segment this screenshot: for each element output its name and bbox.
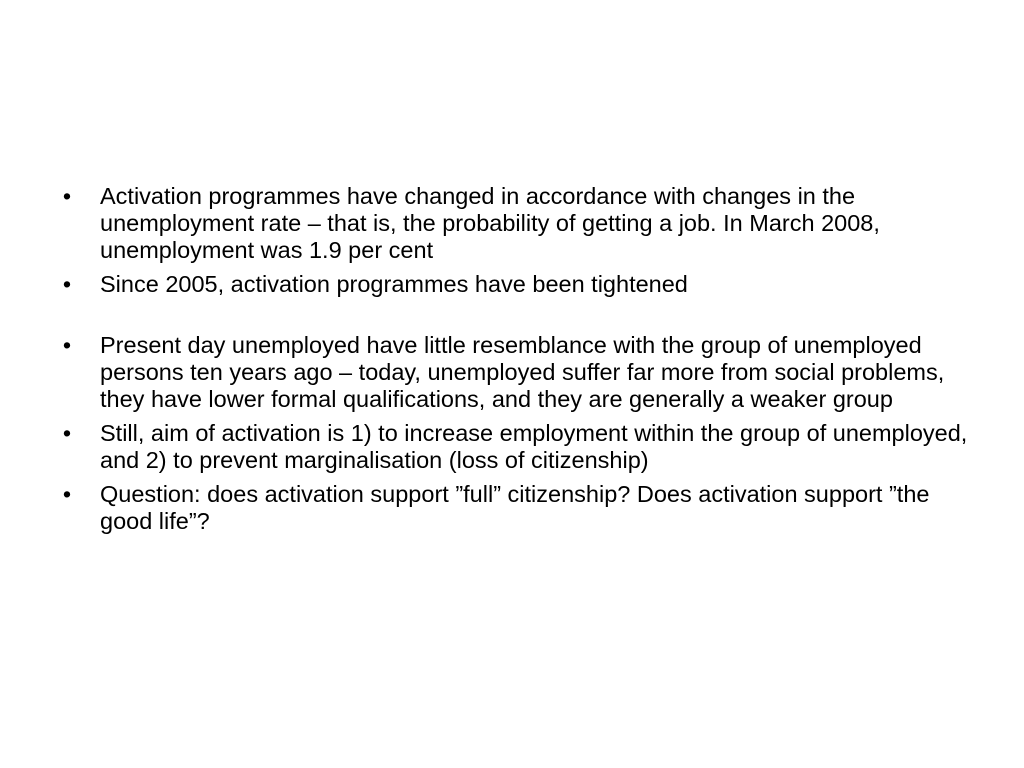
bullet-icon: • [62,332,72,358]
bullet-icon: • [62,271,72,297]
bullet-text: Question: does activation support ”full” citizenship? Does activation support ”the good life”? [100,481,930,534]
bullet-text: Still, aim of activation is 1) to increase employment within the group of unemployed, and 2) to prevent marginalisation (loss of citizenship) [100,420,968,473]
list-item [60,271,970,298]
bullet-text: Activation programmes have changed in accordance with changes in the unemployment rate – that is, the probability of getting a job. In March 2008, unemployment was 1.9 per cent [100,183,880,263]
bullet-icon: • [62,183,72,209]
bullet-icon: • [62,481,72,507]
list-item [60,420,970,474]
list-item [60,481,970,535]
bullet-icon: • [62,420,72,446]
list-item [60,332,970,413]
list-item [60,183,970,264]
bullet-text: Present day unemployed have little resemblance with the group of unemployed persons ten years ago – today, unemployed suffer far more from social problems, they have lower formal qualifications, and they are generally a weaker group [100,332,945,412]
bullet-list [60,183,970,542]
bullet-text: Since 2005, activation programmes have been tightened [100,271,688,297]
